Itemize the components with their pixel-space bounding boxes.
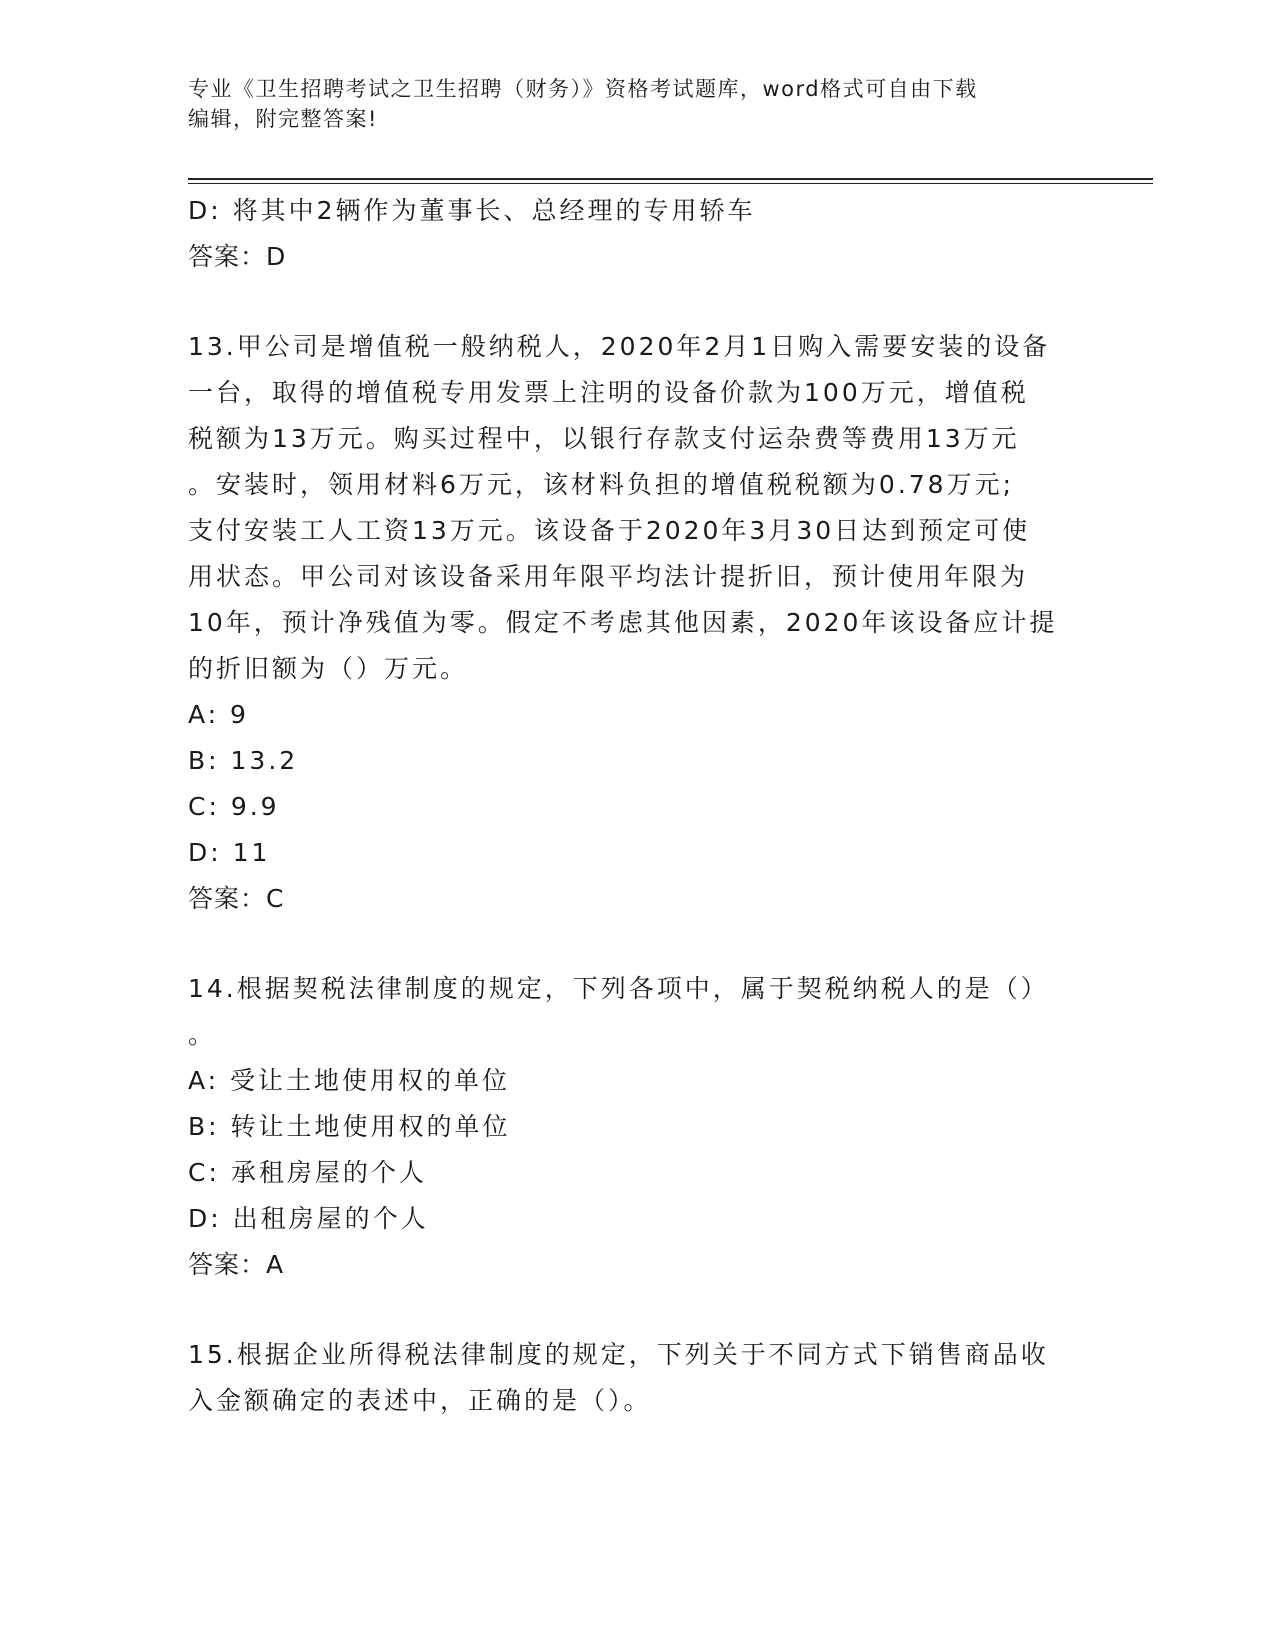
spacer xyxy=(188,280,1088,324)
answer-line: 答案：A xyxy=(188,1250,285,1279)
document-body xyxy=(188,188,1088,1424)
document-header xyxy=(188,74,1078,134)
question-14-line: 14.根据契税法律制度的规定，下列各项中，属于契税纳税人的是（） xyxy=(188,974,1049,1003)
option-d: D: 将其中2辆作为董事长、总经理的专用轿车 xyxy=(188,196,756,225)
option-a: A: 受让土地使用权的单位 xyxy=(188,1066,511,1095)
question-13-line: 一台，取得的增值税专用发票上注明的设备价款为100万元，增值税 xyxy=(188,378,1029,407)
option-b: B: 转让土地使用权的单位 xyxy=(188,1112,511,1141)
option-c: C: 9.9 xyxy=(188,792,280,821)
header-rule-thin xyxy=(188,183,1153,184)
spacer xyxy=(188,922,1088,966)
question-15-line: 15.根据企业所得税法律制度的规定，下列关于不同方式下销售商品收 xyxy=(188,1340,1049,1369)
question-15 xyxy=(188,1332,1088,1424)
answer-line: 答案：C xyxy=(188,884,285,913)
question-14 xyxy=(188,966,1088,1058)
spacer xyxy=(188,1288,1088,1332)
question-13-line: 用状态。甲公司对该设备采用年限平均法计提折旧，预计使用年限为 xyxy=(188,562,1029,591)
question-13-line: 税额为13万元。购买过程中，以银行存款支付运杂费等费用13万元 xyxy=(188,424,1020,453)
header-rule-thick xyxy=(188,178,1153,180)
question-13-line: 。安装时，领用材料6万元，该材料负担的增值税税额为0.78万元; xyxy=(188,470,1014,499)
question-15-line: 入金额确定的表述中，正确的是（）。 xyxy=(188,1386,652,1415)
option-b: B: 13.2 xyxy=(188,746,299,775)
option-d: D: 11 xyxy=(188,838,271,867)
question-13-line: 13.甲公司是增值税一般纳税人，2020年2月1日购入需要安装的设备 xyxy=(188,332,1051,361)
question-13-line: 10年，预计净残值为零。假定不考虑其他因素，2020年该设备应计提 xyxy=(188,608,1058,637)
header-line-1: 专业《卫生招聘考试之卫生招聘（财务）》资格考试题库，word格式可自由下载 xyxy=(188,77,978,101)
question-13 xyxy=(188,324,1088,692)
answer-line: 答案：D xyxy=(188,242,287,271)
option-c: C: 承租房屋的个人 xyxy=(188,1158,427,1187)
question-13-line: 的折旧额为（）万元。 xyxy=(188,654,469,683)
option-a: A: 9 xyxy=(188,700,249,729)
question-13-line: 支付安装工人工资13万元。该设备于2020年3月30日达到预定可使 xyxy=(188,516,1031,545)
question-14-line: 。 xyxy=(188,1020,217,1049)
header-line-2: 编辑，附完整答案! xyxy=(188,107,378,131)
option-d: D: 出租房屋的个人 xyxy=(188,1204,429,1233)
